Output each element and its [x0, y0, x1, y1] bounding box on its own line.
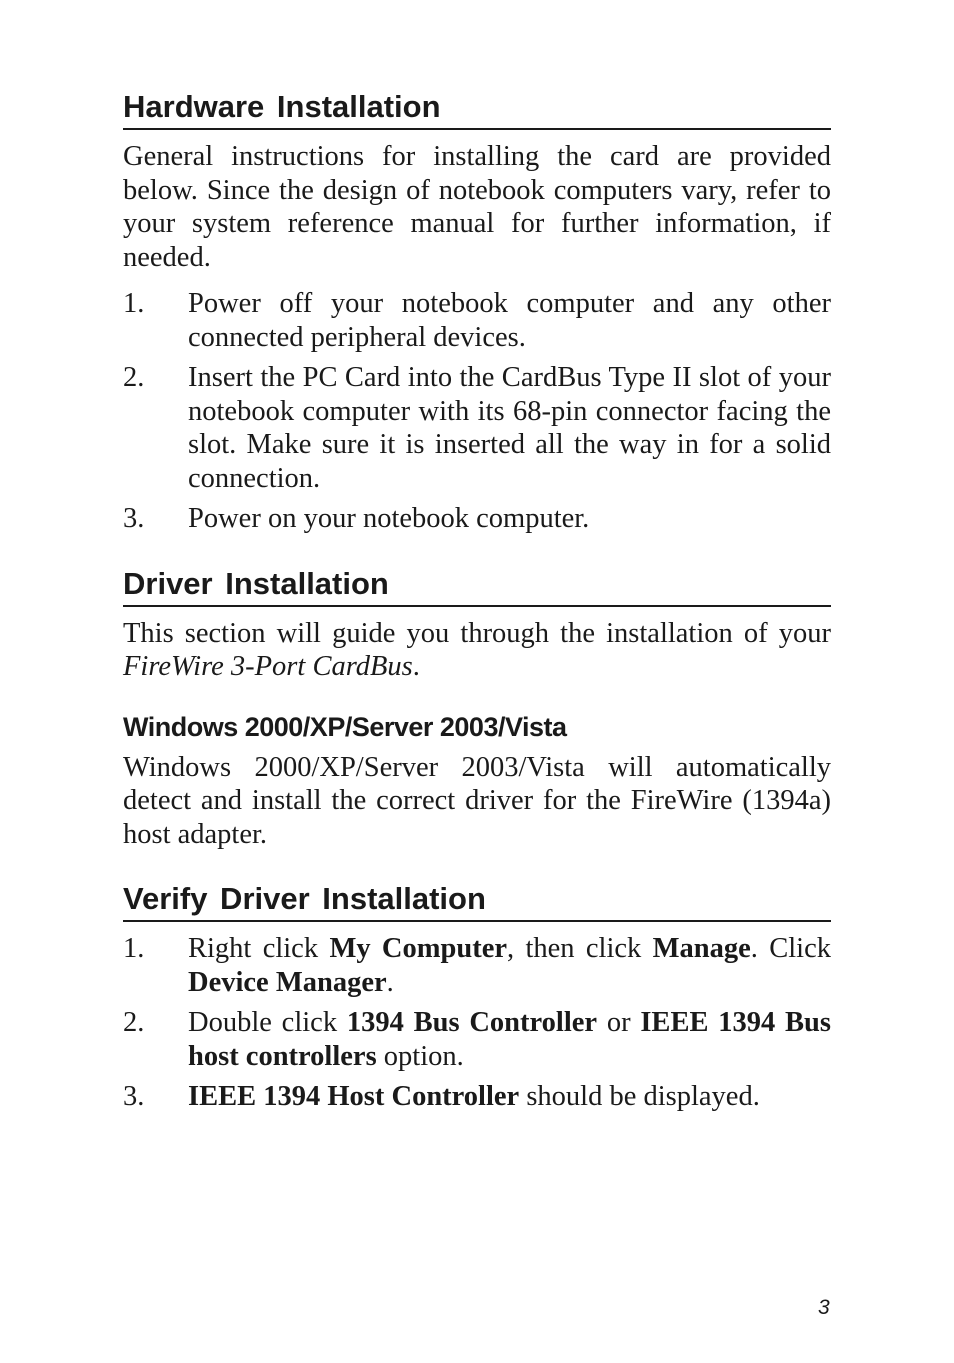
verify-step-2: [123, 1006, 831, 1073]
manage-term: Manage: [652, 933, 751, 964]
verify-step-3: [123, 1080, 831, 1114]
driver-installation-heading: Driver Installation: [123, 565, 831, 607]
step-text: Insert the PC Card into the CardBus Type II slot of your notebook computer with its 68-pin connector facing the slot. Make sure it is inserted all the way in for a solid connection.: [188, 362, 831, 494]
hardware-steps-list: [123, 287, 831, 536]
hardware-intro-paragraph: General instructions for installing the card are provided below. Since the design of notebook computers vary, refer to your system reference manual for further information, if needed.: [123, 141, 831, 273]
verify-driver-section: [123, 880, 831, 1114]
bus-controller-term: 1394 Bus Controller: [346, 1007, 598, 1038]
step-number: 3.: [123, 503, 145, 534]
step-number: 1.: [123, 933, 145, 964]
step-text: Power off your notebook computer and any other connected peripheral devices.: [188, 288, 831, 353]
hardware-installation-section: [123, 88, 831, 536]
step-text: , then click: [507, 933, 653, 964]
step-text: should be displayed.: [519, 1081, 760, 1112]
step-text: Power on your notebook computer.: [188, 503, 590, 534]
page-number: 3: [818, 1296, 830, 1319]
driver-intro-end: .: [412, 651, 420, 682]
host-controllers-term: IEEE 1394 Bus host controllers: [188, 1007, 831, 1072]
step-number: 2.: [123, 362, 145, 393]
step-text: option.: [376, 1040, 464, 1072]
device-manager-term: Device Manager: [188, 966, 387, 998]
my-computer-term: My Computer: [329, 933, 507, 964]
step-number: 3.: [123, 1081, 145, 1112]
windows-section: [123, 710, 831, 852]
product-name: FireWire 3-Port CardBus: [123, 651, 413, 682]
hardware-step-1: [123, 287, 831, 354]
hardware-step-2: [123, 361, 831, 495]
step-number: 1.: [123, 288, 145, 319]
verify-step-1: [123, 932, 831, 999]
driver-installation-section: [123, 565, 831, 684]
step-text: or: [597, 1007, 641, 1038]
hardware-step-3: [123, 502, 831, 536]
verify-steps-list: [123, 932, 831, 1114]
driver-intro-paragraph: [123, 617, 831, 684]
windows-paragraph: Windows 2000/XP/Server 2003/Vista will automatically detect and install the correct driver for the FireWire (1394a) host adapter.: [123, 751, 831, 850]
driver-intro-text: This section will guide you through the installation of your: [123, 617, 831, 649]
verify-driver-heading: Verify Driver Installation: [123, 880, 831, 922]
windows-heading: Windows 2000/XP/Server 2003/Vista: [123, 711, 567, 742]
host-controller-term: IEEE 1394 Host Controller: [188, 1081, 520, 1112]
step-text: .: [386, 966, 394, 998]
hardware-installation-heading: Hardware Installation: [123, 88, 831, 130]
step-number: 2.: [123, 1007, 145, 1038]
step-text: Double click: [188, 1007, 347, 1038]
step-text: Right click: [188, 933, 330, 964]
step-text: . Click: [750, 933, 831, 964]
manual-page: [123, 88, 831, 1121]
